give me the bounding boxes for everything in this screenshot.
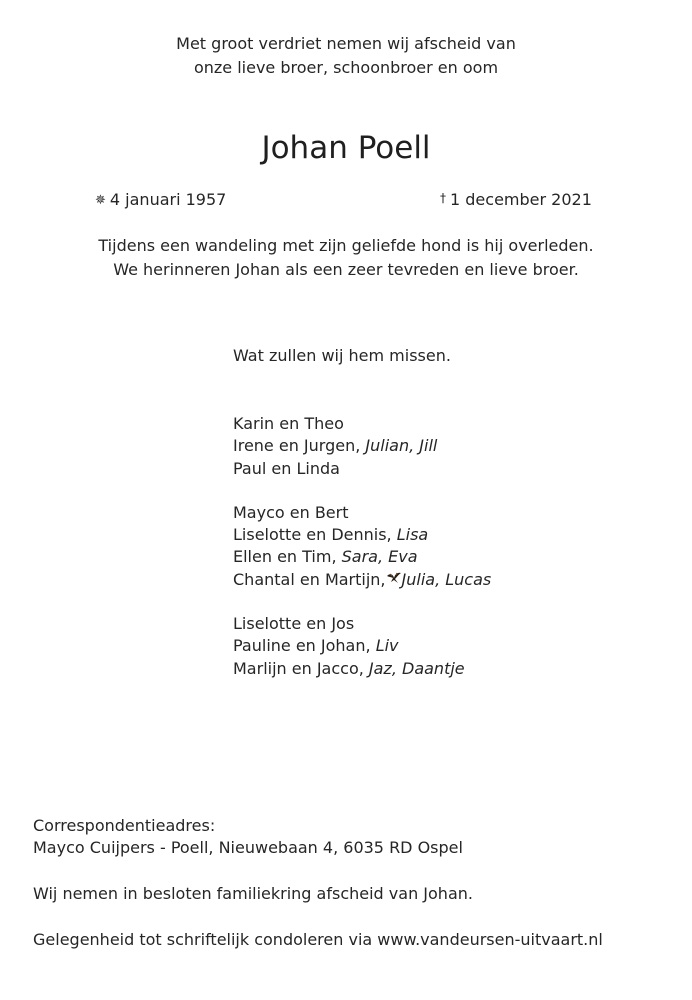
family-group-3 (233, 613, 491, 680)
family-children: Jaz, Daantje (368, 658, 465, 678)
intro-line-1: Met groot verdriet nemen wij afscheid van (176, 34, 516, 53)
family-children: Julian, Jill (365, 436, 438, 456)
family-group-1 (233, 413, 491, 480)
family-children: Sara, Eva (341, 547, 418, 567)
family-names: Pauline en Johan, (233, 636, 371, 656)
death-date (440, 189, 592, 212)
message-text (0, 234, 692, 282)
family-names: Paul en Linda (233, 458, 340, 478)
family-names: Ellen en Tim, (233, 547, 337, 567)
birth-star-icon: ✵ (95, 193, 106, 208)
address-text: Mayco Cuijpers - Poell, Nieuwebaan 4, 6035 RD Ospel (33, 838, 463, 857)
family-row (233, 613, 491, 635)
family-names: Liselotte en Jos (233, 614, 355, 634)
family-row (233, 458, 491, 480)
birth-date (95, 189, 226, 213)
family-names: Liselotte en Dennis, (233, 525, 392, 545)
family-row (233, 658, 491, 680)
family-names: Irene en Jurgen, (233, 436, 361, 456)
butterfly-icon (386, 572, 402, 584)
birth-date-text: 4 januari 1957 (109, 190, 227, 209)
family-names: Mayco en Bert (233, 502, 349, 522)
family-row (233, 413, 491, 435)
family-row (233, 546, 491, 568)
family-row (233, 524, 491, 546)
family-children: Julia, Lucas (401, 569, 492, 589)
death-cross-icon: † (440, 191, 446, 205)
intro-text (0, 32, 692, 80)
death-date-text: 1 december 2021 (450, 190, 592, 209)
family-list (233, 413, 491, 702)
miss-text: Wat zullen wij hem missen. (233, 346, 451, 365)
family-names: Chantal en Martijn, (233, 569, 386, 589)
intro-line-2: onze lieve broer, schoonbroer en oom (193, 58, 499, 77)
family-row (233, 435, 491, 457)
farewell-text: Wij nemen in besloten familiekring afscheid van Johan. (33, 884, 473, 903)
family-group-2 (233, 502, 491, 591)
address-label: Correspondentieadres: (33, 816, 216, 835)
deceased-name: Johan Poell (261, 130, 431, 166)
family-children: Liv (375, 636, 399, 656)
family-names: Marlijn en Jacco, (233, 658, 364, 678)
family-row (233, 569, 491, 591)
message-line-2: We herinneren Johan als een zeer tevreden en lieve broer. (113, 260, 579, 279)
message-line-1: Tijdens een wandeling met zijn geliefde hond is hij overleden. (98, 236, 594, 255)
family-row (233, 502, 491, 524)
footer (33, 815, 603, 951)
condolence-text: Gelegenheid tot schriftelijk condoleren via www.vandeursen-uitvaart.nl (33, 930, 603, 949)
family-names: Karin en Theo (233, 414, 344, 433)
family-row (233, 635, 491, 657)
family-children: Lisa (396, 525, 429, 545)
